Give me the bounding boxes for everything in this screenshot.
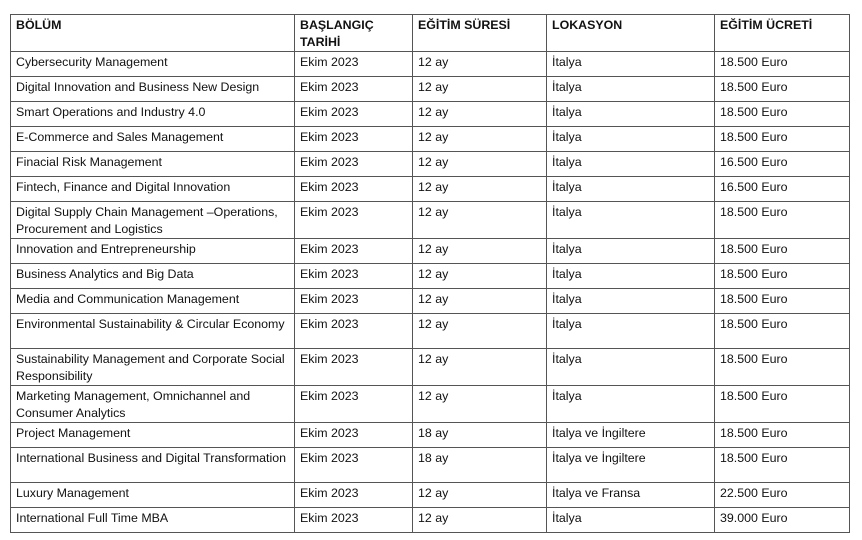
- cell-baslangic: Ekim 2023: [295, 152, 413, 177]
- cell-bolum: Fintech, Finance and Digital Innovation: [11, 177, 295, 202]
- cell-ucret: 18.500 Euro: [715, 349, 850, 386]
- cell-bolum: Marketing Management, Omnichannel and Consumer Analytics: [11, 386, 295, 423]
- table-row: [11, 127, 850, 152]
- cell-ucret: 18.500 Euro: [715, 102, 850, 127]
- table-row: [11, 386, 850, 423]
- cell-lokasyon: İtalya: [547, 202, 715, 239]
- cell-bolum: Environmental Sustainability & Circular Economy: [11, 314, 295, 349]
- cell-lokasyon: İtalya: [547, 386, 715, 423]
- cell-bolum: Media and Communication Management: [11, 289, 295, 314]
- cell-bolum: Finacial Risk Management: [11, 152, 295, 177]
- cell-bolum: International Full Time MBA: [11, 508, 295, 533]
- cell-bolum: Digital Supply Chain Management –Operations, Procurement and Logistics: [11, 202, 295, 239]
- table-row: [11, 483, 850, 508]
- cell-baslangic: Ekim 2023: [295, 423, 413, 448]
- cell-sure: 12 ay: [413, 483, 547, 508]
- cell-lokasyon: İtalya: [547, 314, 715, 349]
- cell-ucret: 39.000 Euro: [715, 508, 850, 533]
- header-ucret: EĞİTİM ÜCRETİ: [715, 15, 850, 52]
- cell-bolum: International Business and Digital Transformation: [11, 448, 295, 483]
- cell-baslangic: Ekim 2023: [295, 508, 413, 533]
- cell-sure: 12 ay: [413, 508, 547, 533]
- cell-bolum: Sustainability Management and Corporate Social Responsibility: [11, 349, 295, 386]
- cell-ucret: 18.500 Euro: [715, 423, 850, 448]
- header-sure: EĞİTİM SÜRESİ: [413, 15, 547, 52]
- cell-baslangic: Ekim 2023: [295, 177, 413, 202]
- cell-lokasyon: İtalya: [547, 289, 715, 314]
- cell-sure: 12 ay: [413, 386, 547, 423]
- cell-bolum: Digital Innovation and Business New Design: [11, 77, 295, 102]
- cell-bolum: Smart Operations and Industry 4.0: [11, 102, 295, 127]
- cell-baslangic: Ekim 2023: [295, 289, 413, 314]
- cell-sure: 12 ay: [413, 289, 547, 314]
- table-row: [11, 423, 850, 448]
- cell-ucret: 22.500 Euro: [715, 483, 850, 508]
- cell-sure: 12 ay: [413, 202, 547, 239]
- header-bolum: BÖLÜM: [11, 15, 295, 52]
- cell-baslangic: Ekim 2023: [295, 127, 413, 152]
- cell-sure: 12 ay: [413, 239, 547, 264]
- cell-lokasyon: İtalya ve Fransa: [547, 483, 715, 508]
- program-table: [10, 14, 850, 533]
- cell-lokasyon: İtalya: [547, 52, 715, 77]
- cell-baslangic: Ekim 2023: [295, 386, 413, 423]
- table-row: [11, 314, 850, 349]
- cell-baslangic: Ekim 2023: [295, 102, 413, 127]
- cell-baslangic: Ekim 2023: [295, 448, 413, 483]
- cell-bolum: Project Management: [11, 423, 295, 448]
- cell-sure: 12 ay: [413, 349, 547, 386]
- cell-bolum: Innovation and Entrepreneurship: [11, 239, 295, 264]
- cell-sure: 12 ay: [413, 152, 547, 177]
- cell-lokasyon: İtalya: [547, 127, 715, 152]
- cell-ucret: 16.500 Euro: [715, 177, 850, 202]
- cell-baslangic: Ekim 2023: [295, 264, 413, 289]
- cell-lokasyon: İtalya ve İngiltere: [547, 448, 715, 483]
- cell-sure: 12 ay: [413, 314, 547, 349]
- cell-lokasyon: İtalya: [547, 102, 715, 127]
- cell-sure: 12 ay: [413, 264, 547, 289]
- cell-baslangic: Ekim 2023: [295, 77, 413, 102]
- cell-sure: 12 ay: [413, 77, 547, 102]
- cell-bolum: E-Commerce and Sales Management: [11, 127, 295, 152]
- cell-sure: 12 ay: [413, 52, 547, 77]
- cell-sure: 18 ay: [413, 423, 547, 448]
- header-baslangic: BAŞLANGIÇ TARİHİ: [295, 15, 413, 52]
- cell-baslangic: Ekim 2023: [295, 239, 413, 264]
- table-row: [11, 508, 850, 533]
- table-row: [11, 289, 850, 314]
- cell-ucret: 18.500 Euro: [715, 127, 850, 152]
- cell-ucret: 18.500 Euro: [715, 314, 850, 349]
- cell-baslangic: Ekim 2023: [295, 202, 413, 239]
- cell-lokasyon: İtalya: [547, 349, 715, 386]
- cell-ucret: 18.500 Euro: [715, 448, 850, 483]
- cell-lokasyon: İtalya ve İngiltere: [547, 423, 715, 448]
- cell-lokasyon: İtalya: [547, 508, 715, 533]
- header-row: [11, 15, 850, 52]
- cell-ucret: 18.500 Euro: [715, 386, 850, 423]
- cell-ucret: 18.500 Euro: [715, 77, 850, 102]
- cell-sure: 12 ay: [413, 127, 547, 152]
- cell-ucret: 16.500 Euro: [715, 152, 850, 177]
- cell-bolum: Luxury Management: [11, 483, 295, 508]
- cell-baslangic: Ekim 2023: [295, 52, 413, 77]
- cell-baslangic: Ekim 2023: [295, 314, 413, 349]
- cell-lokasyon: İtalya: [547, 77, 715, 102]
- cell-ucret: 18.500 Euro: [715, 264, 850, 289]
- cell-sure: 18 ay: [413, 448, 547, 483]
- table-row: [11, 77, 850, 102]
- table-row: [11, 448, 850, 483]
- cell-lokasyon: İtalya: [547, 177, 715, 202]
- cell-lokasyon: İtalya: [547, 152, 715, 177]
- cell-lokasyon: İtalya: [547, 239, 715, 264]
- table-row: [11, 349, 850, 386]
- cell-sure: 12 ay: [413, 177, 547, 202]
- cell-bolum: Cybersecurity Management: [11, 52, 295, 77]
- table-row: [11, 177, 850, 202]
- cell-ucret: 18.500 Euro: [715, 202, 850, 239]
- cell-baslangic: Ekim 2023: [295, 349, 413, 386]
- table-row: [11, 52, 850, 77]
- cell-ucret: 18.500 Euro: [715, 239, 850, 264]
- cell-baslangic: Ekim 2023: [295, 483, 413, 508]
- cell-bolum: Business Analytics and Big Data: [11, 264, 295, 289]
- cell-sure: 12 ay: [413, 102, 547, 127]
- table-row: [11, 102, 850, 127]
- cell-ucret: 18.500 Euro: [715, 289, 850, 314]
- table-row: [11, 202, 850, 239]
- table-row: [11, 239, 850, 264]
- cell-lokasyon: İtalya: [547, 264, 715, 289]
- cell-ucret: 18.500 Euro: [715, 52, 850, 77]
- table-row: [11, 152, 850, 177]
- header-lokasyon: LOKASYON: [547, 15, 715, 52]
- table-row: [11, 264, 850, 289]
